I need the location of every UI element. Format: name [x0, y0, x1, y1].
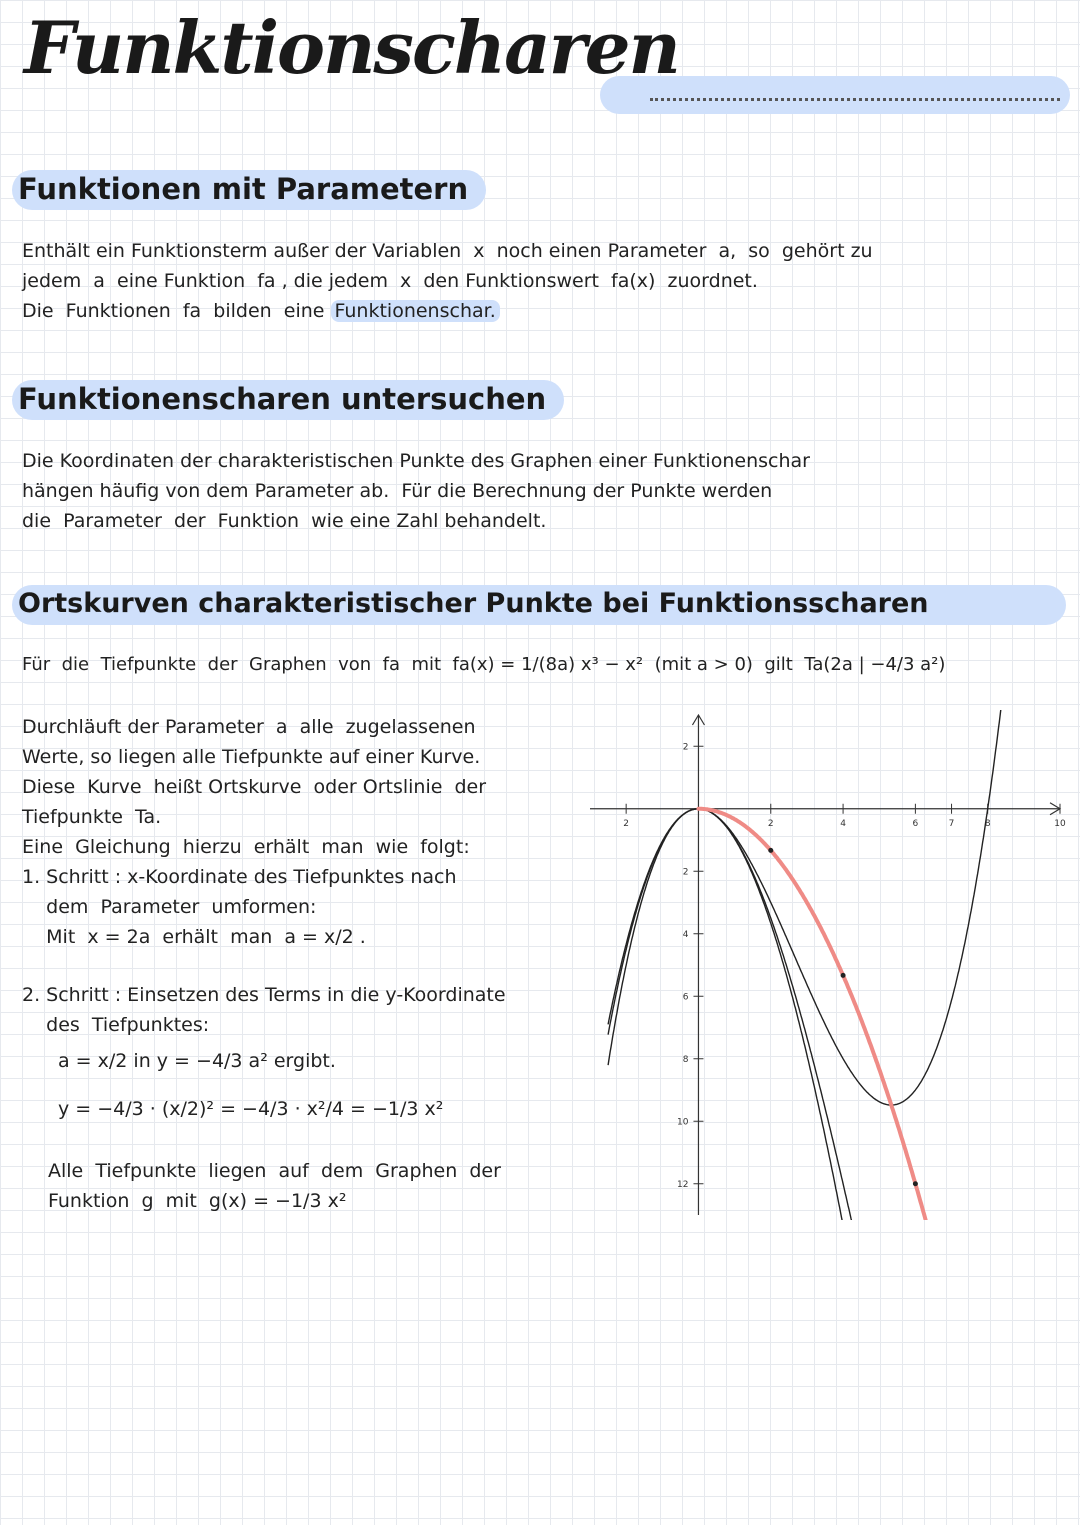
y-tick-label: 2: [682, 867, 689, 878]
section-heading-parameters: Funktionen mit Parametern: [12, 170, 486, 210]
y-tick-label: 12: [677, 1179, 689, 1190]
s2-line-1: Die Koordinaten der charakteristischen Punkte des Graphen einer Funktionenschar: [22, 450, 810, 472]
s1-line-2: jedem a eine Funktion fa , die jedem x den Funktionswert fa(x) zuordnet.: [22, 270, 758, 292]
x-tick-label: 2: [767, 818, 774, 829]
section-heading-locus: Ortskurven charakteristischer Punkte bei Funktionsscharen: [12, 585, 1066, 625]
s3-step2-line-2: des Tiefpunktes:: [22, 1014, 210, 1036]
family-curve-a3: [608, 809, 847, 1220]
locus-curve: [699, 809, 927, 1220]
s3-conclusion-line-2: Funktion g mit g(x) = −1/3 x²: [48, 1190, 347, 1212]
y-tick-label: 10: [677, 1117, 689, 1128]
y-tick-label: 6: [682, 992, 689, 1003]
s3-left-line-6: 1. Schritt : x-Koordinate des Tiefpunktes nach: [22, 866, 457, 888]
s1-line-3: [22, 296, 500, 326]
family-curve-a2: [608, 809, 857, 1220]
function-family-chart: [590, 710, 1070, 1220]
s3-left-line-5: Eine Gleichung hierzu erhält man wie folgt:: [22, 836, 470, 858]
x-tick-label: 8: [984, 818, 991, 829]
s3-step2-line-1: 2. Schritt : Einsetzen des Terms in die y-Koordinate: [22, 984, 506, 1006]
x-tick-label: 10: [1054, 818, 1066, 829]
x-tick-label: 2: [623, 818, 630, 829]
s3-intro: Für die Tiefpunkte der Graphen von fa mit fa(x) = 1/(8a) x³ − x² (mit a > 0) gilt Ta(2a | −4/3 a²): [22, 654, 946, 675]
s1-line-1: Enthält ein Funktionsterm außer der Variablen x noch einen Parameter a, so gehört zu: [22, 240, 873, 262]
s3-left-line-8: Mit x = 2a erhält man a = x/2 .: [22, 926, 366, 948]
minimum-point: [913, 1181, 918, 1186]
s3-left-line-7: dem Parameter umformen:: [22, 896, 317, 918]
section-heading-investigate: Funktionenscharen untersuchen: [12, 380, 564, 420]
x-tick-label: 4: [840, 818, 846, 829]
s2-line-3: die Parameter der Funktion wie eine Zahl behandelt.: [22, 510, 547, 532]
s1-line-3-text: Die Funktionen fa bilden eine: [22, 300, 331, 322]
minimum-point: [841, 973, 846, 978]
s3-left-line-4: Tiefpunkte Ta.: [22, 806, 162, 828]
x-tick-label: 7: [948, 818, 955, 829]
formula-substitution: a = x/2 in y = −4/3 a² ergibt.: [58, 1050, 336, 1072]
y-tick-label: 2: [682, 742, 689, 753]
s3-conclusion-line-1: Alle Tiefpunkte liegen auf dem Graphen der: [48, 1160, 501, 1182]
s3-left-line-1: Durchläuft der Parameter a alle zugelassenen: [22, 716, 476, 738]
title-dotted-line: [650, 98, 1060, 101]
x-tick-label: 6: [912, 818, 919, 829]
highlighted-term: Funktionenschar.: [331, 300, 500, 322]
formula-derivation: y = −4/3 · (x/2)² = −4/3 · x²/4 = −1/3 x²: [58, 1098, 444, 1120]
y-tick-label: 8: [682, 1054, 689, 1065]
y-tick-label: 4: [682, 929, 689, 940]
s2-line-2: hängen häufig von dem Parameter ab. Für die Berechnung der Punkte werden: [22, 480, 773, 502]
s3-left-line-3: Diese Kurve heißt Ortskurve oder Ortslinie der: [22, 776, 487, 798]
s3-left-line-2: Werte, so liegen alle Tiefpunkte auf einer Kurve.: [22, 746, 481, 768]
minimum-point: [768, 848, 773, 853]
page-title: Funktionscharen: [24, 5, 679, 90]
